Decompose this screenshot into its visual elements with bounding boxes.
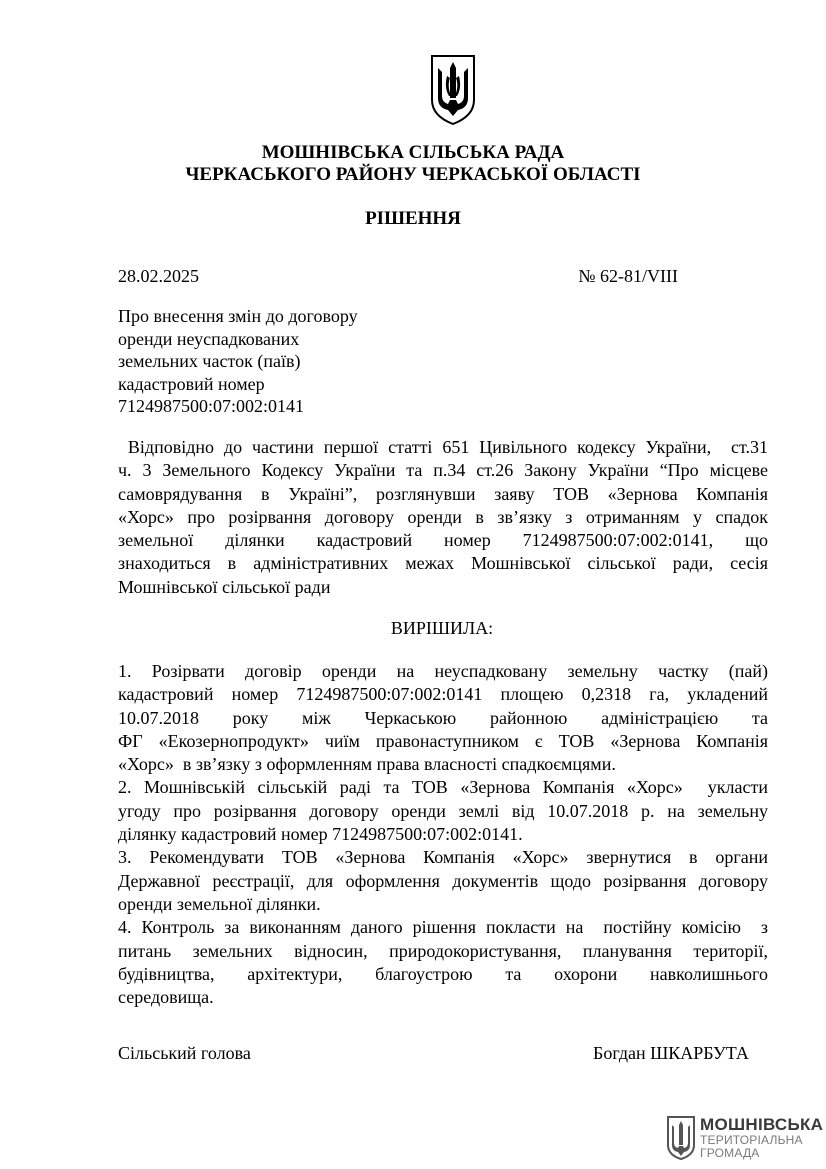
subject-line: оренди неуспадкованих <box>118 328 300 349</box>
decision-item-line: ділянку кадастровий номер 7124987500:07:002:0141. <box>118 824 523 845</box>
subject-line: 7124987500:07:002:0141 <box>118 396 305 417</box>
subject-line: кадастровий номер <box>118 373 265 394</box>
decision-item-line: середовища. <box>118 987 214 1008</box>
preamble-line: самоврядування в Україні”, розглянувши заяву ТОВ «Зернова Компанія <box>118 483 768 504</box>
decision-item-line: «Хорс» в зв’язку з оформленням права власності спадкоємцями. <box>118 754 616 775</box>
subject-line: земельних часток (паїв) <box>118 351 301 372</box>
logo-line-2: ТЕРИТОРІАЛЬНА <box>700 1133 803 1147</box>
decision-item-line: оренди земельної ділянки. <box>118 893 321 914</box>
decision-number: № 62-81/VIII <box>578 266 678 286</box>
council-title: МОШНІВСЬКА СІЛЬСЬКА РАДА <box>261 142 565 163</box>
decision-item-line: 2. Мошнівській сільській раді та ТОВ «Зернова Компанія «Хорс» укласти <box>118 777 768 798</box>
signatory-position: Сільський голова <box>118 1043 251 1063</box>
council-subtitle: ЧЕРКАСЬКОГО РАЙОНУ ЧЕРКАСЬКОЇ ОБЛАСТІ <box>185 164 641 185</box>
decision-item-line: 3. Рекомендувати ТОВ «Зернова Компанія «Хорс» звернутися в органи <box>118 847 768 868</box>
signatory-name: Богдан ШКАРБУТА <box>593 1043 749 1063</box>
logo-line-3: ГРОМАДА <box>700 1146 760 1160</box>
decision-item-line: Державної реєстрації, для оформлення документів щодо розірвання договору <box>118 870 768 891</box>
resolved-heading: ВИРІШИЛА: <box>390 618 494 638</box>
document-type: РІШЕННЯ <box>365 208 461 229</box>
preamble-line: земельної ділянки кадастровий номер 7124987500:07:002:0141, що <box>118 530 768 551</box>
preamble-paragraph <box>118 436 768 599</box>
decision-item-line: 10.07.2018 року між Черкаською районною адміністрацією та <box>118 707 768 728</box>
community-logo <box>666 1115 824 1163</box>
decision-item-line: угоду про розірвання договору оренди землі від 10.07.2018 р. на земельну <box>118 800 768 821</box>
decision-item-line: будівництва, архітектури, благоустрою та охорони навколишнього <box>118 963 768 984</box>
decision-items <box>118 660 768 1009</box>
tryzub-icon <box>430 54 476 126</box>
decision-item-line: ФГ «Екозернопродукт» чиїм правонаступником є ТОВ «Зернова Компанія <box>118 730 768 751</box>
decision-item-line: 4. Контроль за виконанням даного рішення покласти на постійну комісію з <box>118 917 768 938</box>
preamble-line: ч. 3 Земельного Кодексу України та п.34 ст.26 Закону України “Про місцеве <box>118 460 768 481</box>
decision-item-line: питань земельних відносин, природокористування, планування території, <box>118 940 768 961</box>
decision-item-line: 1. Розірвати договір оренди на неуспадковану земельну частку (пай) <box>118 661 768 681</box>
preamble-line: знаходиться в адміністративних межах Мошнівської сільської ради, сесія <box>118 553 768 574</box>
subject-block <box>118 305 458 418</box>
decision-date: 28.02.2025 <box>118 266 199 286</box>
preamble-line: Мошнівської сільської ради <box>118 576 331 597</box>
preamble-line: Відповідно до частини першої статті 651 Цивільного кодексу України, ст.31 <box>118 437 768 457</box>
logo-line-1: МОШНІВСЬКА <box>700 1115 824 1134</box>
subject-line: Про внесення змін до договору <box>118 306 358 326</box>
preamble-line: «Хорс» про розірвання договору оренди в зв’язку з отриманням у спадок <box>118 506 768 527</box>
community-tryzub-logo-icon <box>666 1115 696 1161</box>
decision-item-line: кадастровий номер 7124987500:07:002:0141 площею 0,2318 га, укладений <box>118 684 768 705</box>
